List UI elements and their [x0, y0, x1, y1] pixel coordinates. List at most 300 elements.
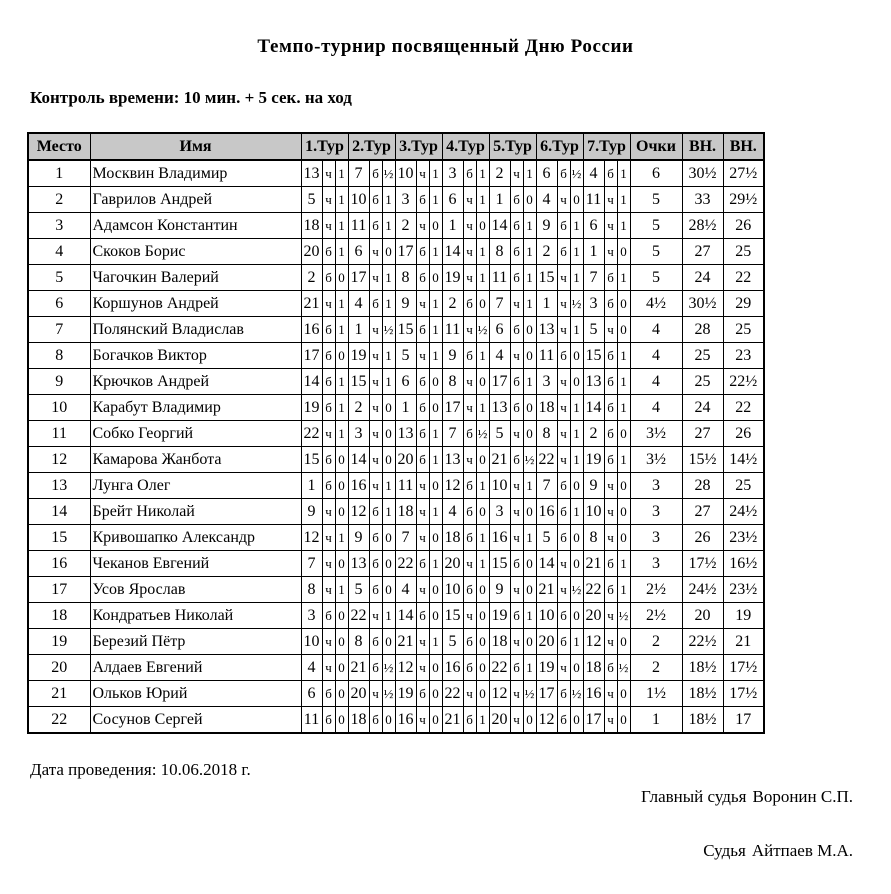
- result-cell: 0: [617, 681, 630, 707]
- color-cell: б: [557, 681, 570, 707]
- result-cell: 0: [617, 239, 630, 265]
- result-cell: 1: [617, 213, 630, 239]
- opponent-cell: 3: [583, 291, 604, 317]
- color-cell: б: [322, 447, 335, 473]
- color-cell: ч: [416, 707, 429, 734]
- result-cell: 0: [476, 629, 489, 655]
- color-cell: б: [604, 577, 617, 603]
- result-cell: 1: [429, 187, 442, 213]
- opponent-cell: 6: [442, 187, 463, 213]
- result-cell: 1: [523, 239, 536, 265]
- buchholz-1-cell: 27: [682, 239, 723, 265]
- result-cell: 1: [335, 213, 348, 239]
- points-cell: 2: [630, 629, 682, 655]
- opponent-cell: 2: [301, 265, 322, 291]
- header-round-2: 2.Тур: [348, 133, 395, 160]
- opponent-cell: 19: [395, 681, 416, 707]
- result-cell: 0: [523, 551, 536, 577]
- opponent-cell: 15: [301, 447, 322, 473]
- color-cell: б: [604, 343, 617, 369]
- place-cell: 6: [28, 291, 90, 317]
- place-cell: 12: [28, 447, 90, 473]
- color-cell: б: [369, 187, 382, 213]
- opponent-cell: 6: [301, 681, 322, 707]
- color-cell: ч: [416, 525, 429, 551]
- opponent-cell: 4: [489, 343, 510, 369]
- color-cell: ч: [369, 369, 382, 395]
- opponent-cell: 13: [442, 447, 463, 473]
- opponent-cell: 1: [348, 317, 369, 343]
- opponent-cell: 2: [536, 239, 557, 265]
- color-cell: ч: [557, 395, 570, 421]
- result-cell: 0: [429, 525, 442, 551]
- points-cell: 3: [630, 473, 682, 499]
- result-cell: 1: [335, 577, 348, 603]
- buchholz-1-cell: 30½: [682, 160, 723, 187]
- opponent-cell: 16: [395, 707, 416, 734]
- result-cell: 1: [617, 551, 630, 577]
- opponent-cell: 21: [489, 447, 510, 473]
- opponent-cell: 13: [536, 317, 557, 343]
- document-title: Темпо-турнир посвященный Дню России: [257, 36, 634, 57]
- opponent-cell: 8: [442, 369, 463, 395]
- color-cell: б: [463, 473, 476, 499]
- opponent-cell: 14: [395, 603, 416, 629]
- result-cell: ½: [617, 655, 630, 681]
- result-cell: 1: [476, 707, 489, 734]
- color-cell: б: [604, 655, 617, 681]
- color-cell: б: [416, 447, 429, 473]
- result-cell: 0: [617, 707, 630, 734]
- buchholz-2-cell: 26: [723, 421, 764, 447]
- color-cell: ч: [369, 239, 382, 265]
- opponent-cell: 3: [395, 187, 416, 213]
- place-cell: 10: [28, 395, 90, 421]
- color-cell: ч: [557, 655, 570, 681]
- opponent-cell: 9: [583, 473, 604, 499]
- opponent-cell: 1: [442, 213, 463, 239]
- color-cell: ч: [416, 473, 429, 499]
- color-cell: б: [510, 603, 523, 629]
- opponent-cell: 20: [395, 447, 416, 473]
- color-cell: ч: [604, 525, 617, 551]
- color-cell: ч: [557, 551, 570, 577]
- table-row: [28, 343, 764, 369]
- opponent-cell: 20: [348, 681, 369, 707]
- opponent-cell: 5: [489, 421, 510, 447]
- buchholz-1-cell: 33: [682, 187, 723, 213]
- result-cell: 1: [429, 160, 442, 187]
- result-cell: 0: [382, 525, 395, 551]
- tournament-date: Дата проведения: 10.06.2018 г.: [30, 760, 251, 779]
- opponent-cell: 6: [536, 160, 557, 187]
- player-name-cell: Брейт Николай: [90, 499, 301, 525]
- color-cell: ч: [416, 160, 429, 187]
- opponent-cell: 22: [583, 577, 604, 603]
- result-cell: 1: [335, 525, 348, 551]
- buchholz-2-cell: 29½: [723, 187, 764, 213]
- result-cell: 1: [570, 629, 583, 655]
- opponent-cell: 2: [489, 160, 510, 187]
- opponent-cell: 18: [395, 499, 416, 525]
- color-cell: б: [322, 369, 335, 395]
- color-cell: б: [322, 239, 335, 265]
- player-name-cell: Москвин Владимир: [90, 160, 301, 187]
- result-cell: 1: [429, 629, 442, 655]
- header-buchholz-1: ВН.: [682, 133, 723, 160]
- buchholz-2-cell: 29: [723, 291, 764, 317]
- opponent-cell: 18: [536, 395, 557, 421]
- result-cell: 0: [523, 499, 536, 525]
- color-cell: б: [369, 213, 382, 239]
- buchholz-1-cell: 25: [682, 343, 723, 369]
- result-cell: 1: [617, 160, 630, 187]
- color-cell: ч: [416, 291, 429, 317]
- opponent-cell: 9: [301, 499, 322, 525]
- result-cell: 1: [523, 473, 536, 499]
- place-cell: 8: [28, 343, 90, 369]
- opponent-cell: 18: [442, 525, 463, 551]
- player-name-cell: Гаврилов Андрей: [90, 187, 301, 213]
- opponent-cell: 4: [442, 499, 463, 525]
- color-cell: б: [463, 343, 476, 369]
- result-cell: 0: [429, 681, 442, 707]
- color-cell: б: [369, 551, 382, 577]
- opponent-cell: 21: [583, 551, 604, 577]
- color-cell: б: [604, 160, 617, 187]
- color-cell: ч: [416, 655, 429, 681]
- opponent-cell: 7: [348, 160, 369, 187]
- table-row: [28, 551, 764, 577]
- opponent-cell: 7: [489, 291, 510, 317]
- points-cell: 4½: [630, 291, 682, 317]
- result-cell: 1: [382, 343, 395, 369]
- opponent-cell: 13: [348, 551, 369, 577]
- color-cell: ч: [416, 577, 429, 603]
- judge-label: Судья: [703, 841, 746, 860]
- table-row: [28, 707, 764, 734]
- opponent-cell: 15: [348, 369, 369, 395]
- chief-judge: [641, 787, 853, 807]
- opponent-cell: 17: [348, 265, 369, 291]
- result-cell: 1: [570, 499, 583, 525]
- opponent-cell: 22: [536, 447, 557, 473]
- result-cell: 0: [382, 421, 395, 447]
- table-row: [28, 265, 764, 291]
- color-cell: б: [416, 187, 429, 213]
- result-cell: 0: [476, 291, 489, 317]
- color-cell: ч: [369, 265, 382, 291]
- result-cell: 0: [429, 213, 442, 239]
- result-cell: ½: [523, 681, 536, 707]
- color-cell: б: [369, 577, 382, 603]
- results-table: [27, 132, 765, 734]
- judge-name: Айтпаев М.А.: [751, 841, 853, 860]
- color-cell: ч: [604, 239, 617, 265]
- color-cell: б: [322, 707, 335, 734]
- points-cell: 4: [630, 343, 682, 369]
- result-cell: 1: [523, 369, 536, 395]
- color-cell: ч: [322, 499, 335, 525]
- place-cell: 4: [28, 239, 90, 265]
- result-cell: 0: [335, 629, 348, 655]
- color-cell: ч: [510, 629, 523, 655]
- color-cell: ч: [369, 421, 382, 447]
- result-cell: 0: [335, 603, 348, 629]
- color-cell: б: [604, 265, 617, 291]
- points-cell: 3½: [630, 447, 682, 473]
- result-cell: 1: [476, 239, 489, 265]
- result-cell: ½: [523, 447, 536, 473]
- player-name-cell: Чагочкин Валерий: [90, 265, 301, 291]
- place-cell: 2: [28, 187, 90, 213]
- header-round-1: 1.Тур: [301, 133, 348, 160]
- header-buchholz-2: ВН.: [723, 133, 764, 160]
- opponent-cell: 7: [442, 421, 463, 447]
- player-name-cell: Кривошапко Александр: [90, 525, 301, 551]
- opponent-cell: 1: [489, 187, 510, 213]
- color-cell: б: [463, 525, 476, 551]
- opponent-cell: 11: [442, 317, 463, 343]
- color-cell: ч: [510, 681, 523, 707]
- color-cell: б: [557, 473, 570, 499]
- result-cell: 0: [617, 291, 630, 317]
- color-cell: б: [369, 525, 382, 551]
- result-cell: 0: [523, 187, 536, 213]
- points-cell: 1: [630, 707, 682, 734]
- points-cell: 3: [630, 499, 682, 525]
- player-name-cell: Богачков Виктор: [90, 343, 301, 369]
- result-cell: 1: [429, 421, 442, 447]
- player-name-cell: Скоков Борис: [90, 239, 301, 265]
- player-name-cell: Усов Ярослав: [90, 577, 301, 603]
- color-cell: ч: [604, 317, 617, 343]
- color-cell: ч: [322, 213, 335, 239]
- opponent-cell: 16: [583, 681, 604, 707]
- buchholz-2-cell: 22½: [723, 369, 764, 395]
- opponent-cell: 4: [301, 655, 322, 681]
- opponent-cell: 17: [301, 343, 322, 369]
- opponent-cell: 12: [536, 707, 557, 734]
- opponent-cell: 10: [489, 473, 510, 499]
- result-cell: 1: [335, 317, 348, 343]
- color-cell: б: [369, 291, 382, 317]
- result-cell: 0: [476, 577, 489, 603]
- color-cell: б: [463, 160, 476, 187]
- opponent-cell: 10: [442, 577, 463, 603]
- buchholz-2-cell: 22: [723, 395, 764, 421]
- buchholz-2-cell: 17½: [723, 681, 764, 707]
- opponent-cell: 3: [536, 369, 557, 395]
- buchholz-2-cell: 23½: [723, 525, 764, 551]
- result-cell: 0: [429, 265, 442, 291]
- color-cell: б: [463, 629, 476, 655]
- color-cell: ч: [416, 343, 429, 369]
- result-cell: 1: [429, 291, 442, 317]
- result-cell: 1: [476, 160, 489, 187]
- place-cell: 17: [28, 577, 90, 603]
- opponent-cell: 20: [583, 603, 604, 629]
- opponent-cell: 6: [583, 213, 604, 239]
- color-cell: ч: [510, 421, 523, 447]
- color-cell: ч: [557, 447, 570, 473]
- table-row: [28, 213, 764, 239]
- result-cell: 1: [382, 499, 395, 525]
- opponent-cell: 13: [489, 395, 510, 421]
- opponent-cell: 21: [395, 629, 416, 655]
- color-cell: ч: [463, 447, 476, 473]
- result-cell: 0: [476, 369, 489, 395]
- player-name-cell: Березий Пётр: [90, 629, 301, 655]
- color-cell: ч: [604, 603, 617, 629]
- opponent-cell: 11: [583, 187, 604, 213]
- points-cell: 5: [630, 239, 682, 265]
- result-cell: 1: [476, 265, 489, 291]
- place-cell: 15: [28, 525, 90, 551]
- result-cell: 1: [476, 473, 489, 499]
- color-cell: б: [463, 655, 476, 681]
- opponent-cell: 3: [348, 421, 369, 447]
- color-cell: ч: [463, 551, 476, 577]
- color-cell: б: [322, 343, 335, 369]
- opponent-cell: 8: [536, 421, 557, 447]
- opponent-cell: 19: [536, 655, 557, 681]
- opponent-cell: 21: [301, 291, 322, 317]
- table-row: [28, 187, 764, 213]
- opponent-cell: 22: [348, 603, 369, 629]
- result-cell: 1: [617, 369, 630, 395]
- opponent-cell: 1: [395, 395, 416, 421]
- result-cell: 1: [429, 447, 442, 473]
- color-cell: б: [557, 525, 570, 551]
- result-cell: 1: [476, 551, 489, 577]
- opponent-cell: 21: [442, 707, 463, 734]
- opponent-cell: 9: [442, 343, 463, 369]
- result-cell: 0: [617, 421, 630, 447]
- opponent-cell: 11: [489, 265, 510, 291]
- result-cell: 1: [335, 395, 348, 421]
- result-cell: 0: [523, 707, 536, 734]
- color-cell: б: [604, 291, 617, 317]
- result-cell: 1: [523, 655, 536, 681]
- result-cell: 0: [429, 473, 442, 499]
- result-cell: 0: [570, 473, 583, 499]
- color-cell: ч: [604, 681, 617, 707]
- header-round-4: 4.Тур: [442, 133, 489, 160]
- color-cell: б: [369, 629, 382, 655]
- opponent-cell: 2: [442, 291, 463, 317]
- opponent-cell: 11: [395, 473, 416, 499]
- opponent-cell: 18: [583, 655, 604, 681]
- opponent-cell: 7: [536, 473, 557, 499]
- result-cell: 1: [382, 213, 395, 239]
- result-cell: 0: [335, 655, 348, 681]
- opponent-cell: 3: [442, 160, 463, 187]
- result-cell: 0: [335, 681, 348, 707]
- opponent-cell: 9: [489, 577, 510, 603]
- player-name-cell: Карабут Владимир: [90, 395, 301, 421]
- color-cell: б: [510, 213, 523, 239]
- result-cell: 0: [523, 317, 536, 343]
- points-cell: 5: [630, 213, 682, 239]
- points-cell: 3½: [630, 421, 682, 447]
- opponent-cell: 7: [395, 525, 416, 551]
- color-cell: б: [510, 239, 523, 265]
- player-name-cell: Крючков Андрей: [90, 369, 301, 395]
- table-row: [28, 473, 764, 499]
- color-cell: ч: [369, 681, 382, 707]
- color-cell: б: [604, 421, 617, 447]
- result-cell: 0: [523, 421, 536, 447]
- opponent-cell: 10: [348, 187, 369, 213]
- header-points: Очки: [630, 133, 682, 160]
- color-cell: б: [463, 499, 476, 525]
- opponent-cell: 8: [395, 265, 416, 291]
- opponent-cell: 1: [583, 239, 604, 265]
- opponent-cell: 11: [536, 343, 557, 369]
- table-row: [28, 681, 764, 707]
- table-row: [28, 369, 764, 395]
- buchholz-2-cell: 16½: [723, 551, 764, 577]
- result-cell: 0: [617, 317, 630, 343]
- result-cell: 0: [523, 395, 536, 421]
- color-cell: б: [416, 265, 429, 291]
- buchholz-2-cell: 19: [723, 603, 764, 629]
- opponent-cell: 22: [442, 681, 463, 707]
- result-cell: 1: [335, 187, 348, 213]
- buchholz-1-cell: 28½: [682, 213, 723, 239]
- buchholz-1-cell: 28: [682, 473, 723, 499]
- table-row: [28, 291, 764, 317]
- buchholz-1-cell: 17½: [682, 551, 723, 577]
- color-cell: ч: [510, 707, 523, 734]
- buchholz-2-cell: 26: [723, 213, 764, 239]
- result-cell: 0: [476, 655, 489, 681]
- opponent-cell: 17: [395, 239, 416, 265]
- player-name-cell: Полянский Владислав: [90, 317, 301, 343]
- buchholz-1-cell: 24½: [682, 577, 723, 603]
- opponent-cell: 5: [395, 343, 416, 369]
- opponent-cell: 22: [301, 421, 322, 447]
- color-cell: б: [604, 395, 617, 421]
- color-cell: ч: [416, 499, 429, 525]
- color-cell: ч: [604, 707, 617, 734]
- buchholz-1-cell: 18½: [682, 707, 723, 734]
- opponent-cell: 11: [301, 707, 322, 734]
- buchholz-2-cell: 22: [723, 265, 764, 291]
- color-cell: б: [557, 239, 570, 265]
- result-cell: 1: [382, 265, 395, 291]
- color-cell: б: [322, 265, 335, 291]
- points-cell: 2½: [630, 603, 682, 629]
- result-cell: ½: [476, 317, 489, 343]
- color-cell: б: [604, 551, 617, 577]
- place-cell: 1: [28, 160, 90, 187]
- color-cell: ч: [322, 525, 335, 551]
- place-cell: 21: [28, 681, 90, 707]
- result-cell: 1: [382, 603, 395, 629]
- result-cell: 0: [570, 603, 583, 629]
- result-cell: 0: [382, 629, 395, 655]
- result-cell: 1: [523, 265, 536, 291]
- result-cell: ½: [382, 655, 395, 681]
- points-cell: 5: [630, 187, 682, 213]
- opponent-cell: 6: [348, 239, 369, 265]
- points-cell: 3: [630, 525, 682, 551]
- buchholz-1-cell: 27: [682, 499, 723, 525]
- opponent-cell: 14: [442, 239, 463, 265]
- header-round-7: 7.Тур: [583, 133, 630, 160]
